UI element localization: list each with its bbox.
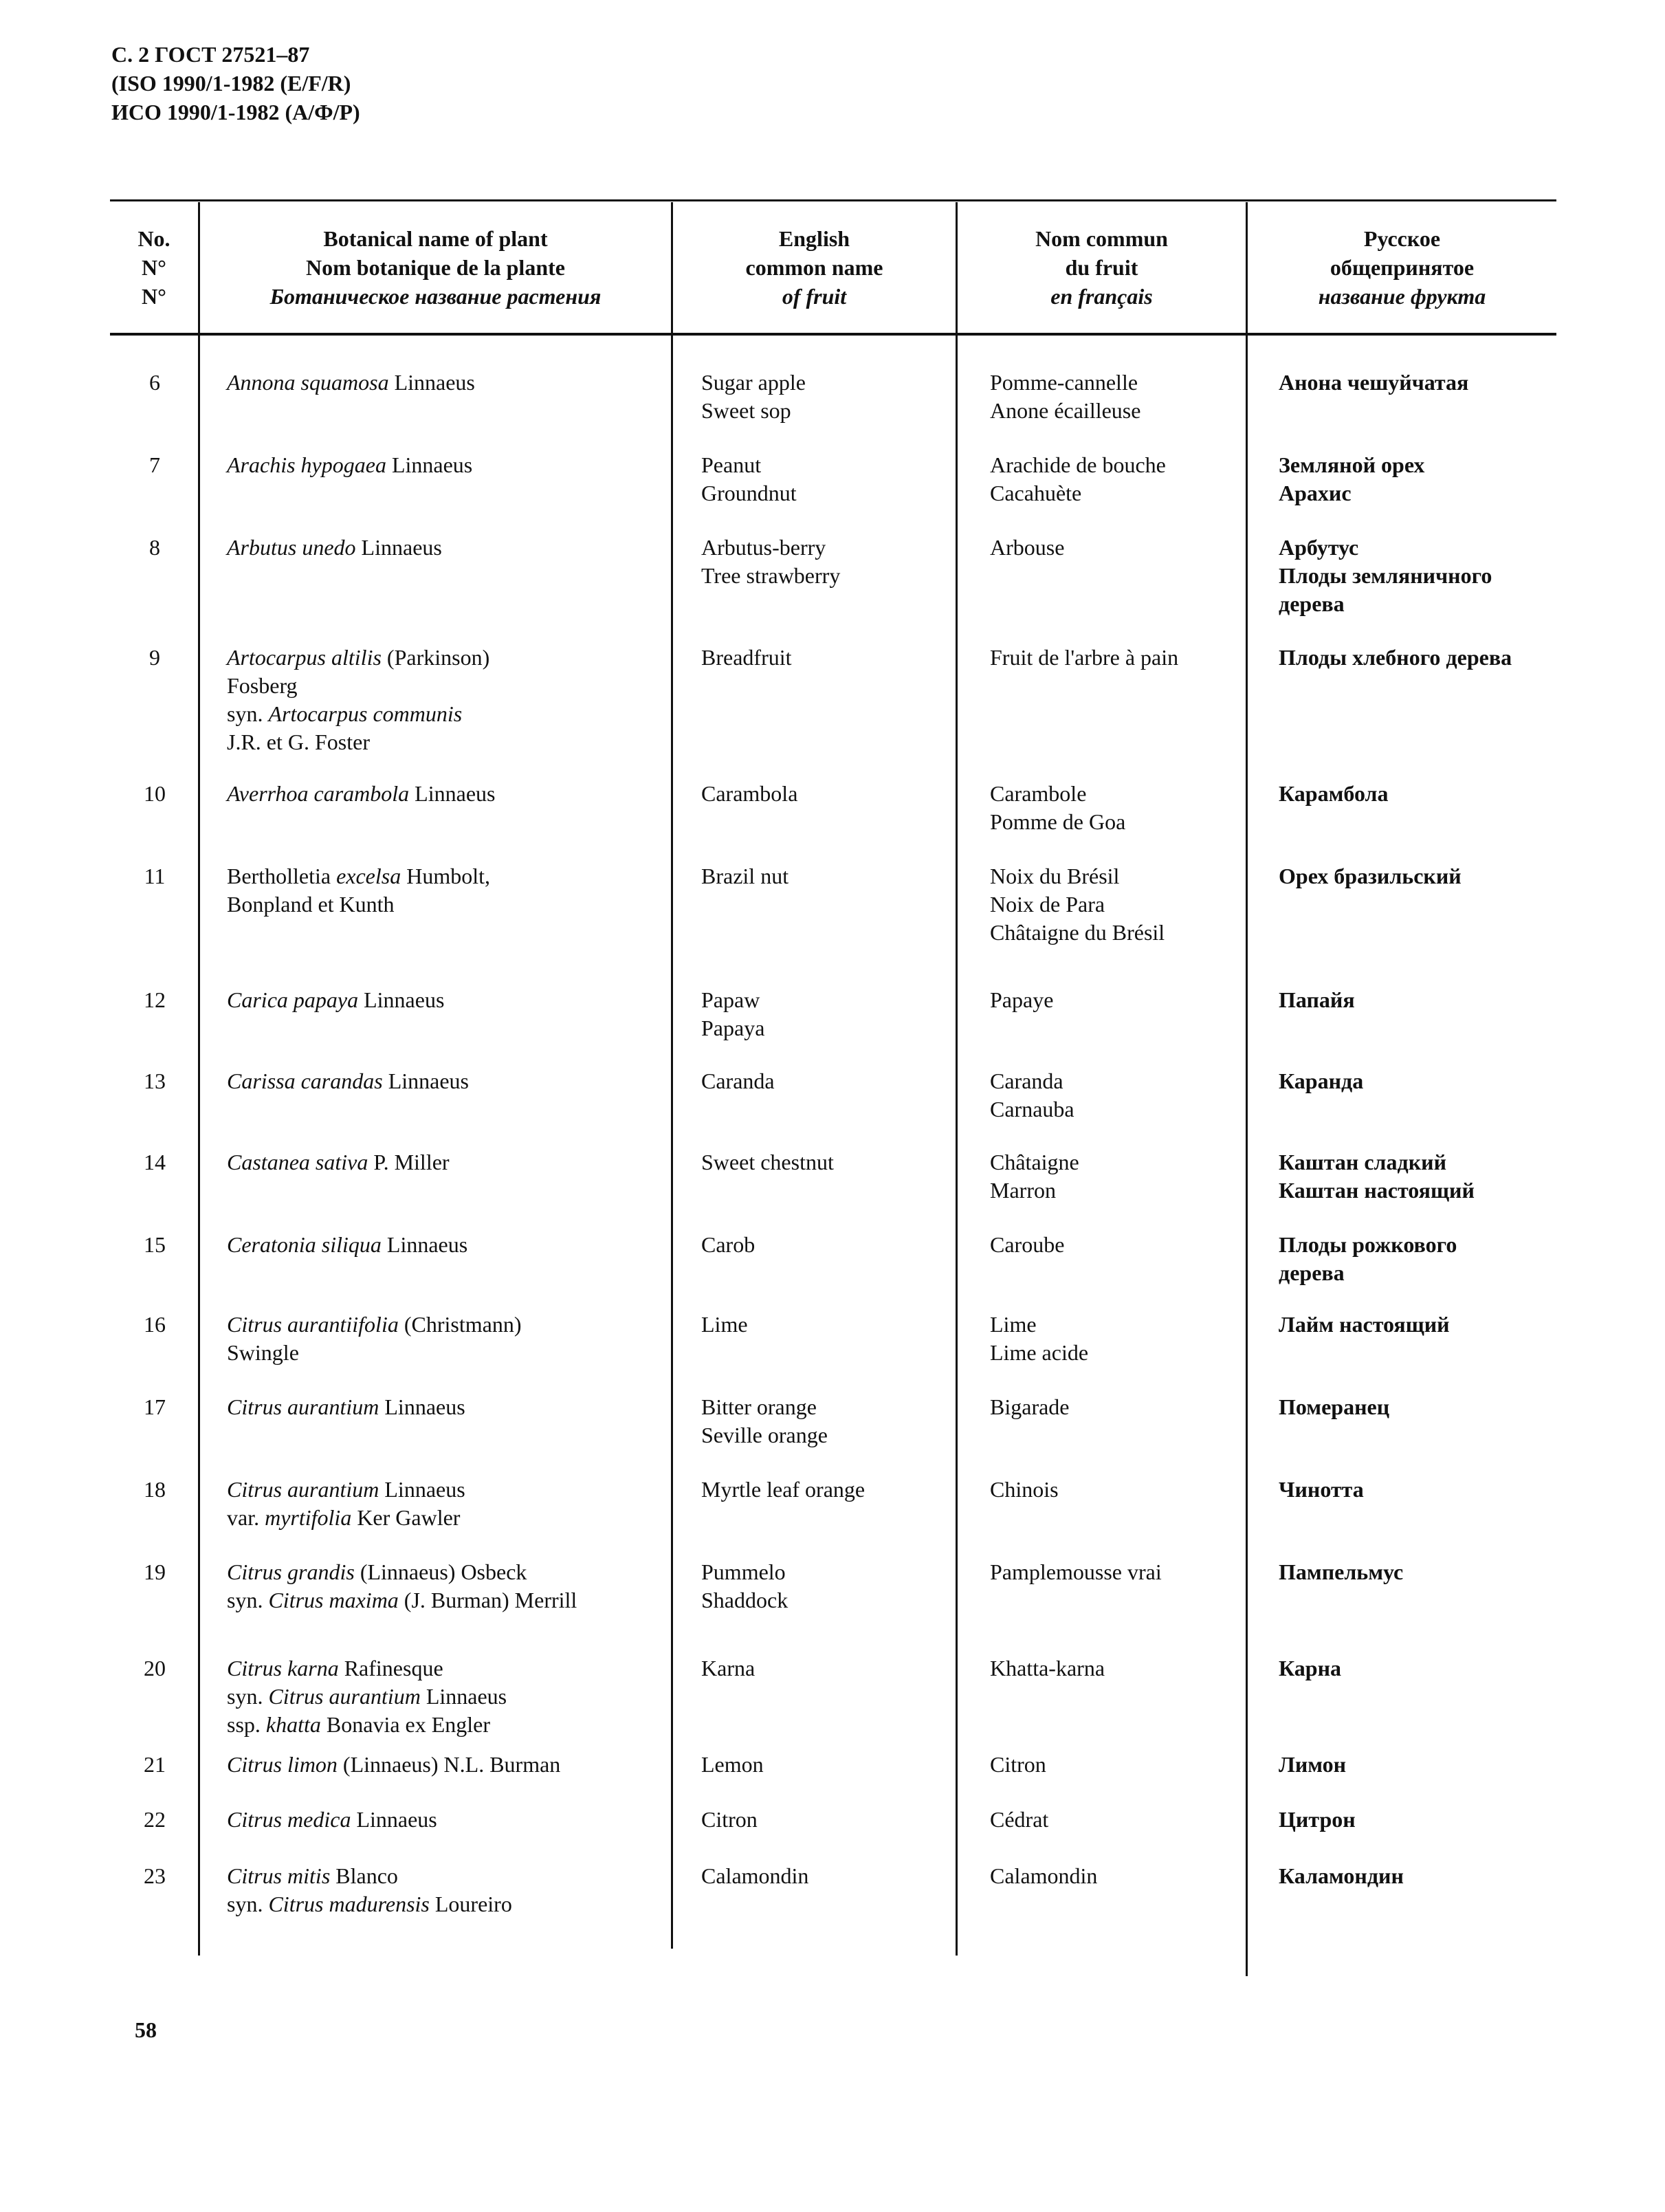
french-name-line: Carnauba: [990, 1097, 1074, 1121]
french-name-line: Caranda: [990, 1069, 1063, 1093]
name-text: Rafinesque: [338, 1656, 443, 1680]
russian-name-line: Плоды земляничного: [1279, 563, 1492, 588]
row-number: 17: [144, 1394, 166, 1419]
row-number: 16: [144, 1312, 166, 1337]
english-name: [701, 1393, 828, 1449]
french-name: [990, 1393, 1070, 1421]
name-text: Swingle: [227, 1340, 299, 1365]
botanical-name: [227, 1311, 521, 1367]
latin-name: Citrus maxima: [268, 1588, 399, 1612]
english-name: [701, 644, 792, 672]
english-name-line: Breadfruit: [701, 645, 792, 670]
english-name: [701, 1311, 748, 1339]
latin-name: Annona squamosa: [227, 370, 389, 395]
botanical-name: [227, 534, 442, 562]
russian-name: [1279, 1067, 1363, 1095]
botanical-name-line: [227, 700, 489, 728]
header-line-2: (ISO 1990/1-1982 (E/F/R): [111, 71, 351, 96]
row-number: 10: [144, 781, 166, 806]
header-english: English common name of fruit: [745, 226, 883, 309]
latin-name: Citrus aurantium: [227, 1477, 379, 1502]
english-name: [701, 1558, 788, 1614]
russian-name-line: Орех бразильский: [1279, 864, 1462, 888]
french-name: [990, 1311, 1088, 1367]
name-text: Linnaeus: [358, 987, 445, 1012]
english-name-line: Arbutus-berry: [701, 535, 826, 560]
russian-name-line: Арахис: [1279, 481, 1352, 505]
row-number: 18: [144, 1477, 166, 1502]
english-name-line: Citron: [701, 1807, 758, 1832]
latin-name: Citrus madurensis: [268, 1892, 430, 1916]
botanical-name-line: [227, 1711, 507, 1739]
english-name: [701, 862, 789, 890]
russian-name: [1279, 1393, 1389, 1421]
russian-name-line: Померанец: [1279, 1394, 1390, 1419]
latin-name: Averrhoa carambola: [227, 781, 410, 806]
french-name-line: Chinois: [990, 1477, 1059, 1502]
name-text: Linnaeus: [379, 1477, 465, 1502]
botanical-name-line: [227, 1476, 465, 1504]
russian-name: [1279, 534, 1492, 618]
botanical-name: [227, 1231, 467, 1259]
latin-name: khatta: [265, 1712, 321, 1737]
botanical-name: [227, 1393, 465, 1421]
botanical-name: [227, 780, 495, 808]
botanical-name-line: [227, 890, 490, 919]
botanical-name-line: [227, 1558, 577, 1586]
row-number: 15: [144, 1232, 166, 1257]
botanical-name: [227, 1862, 512, 1918]
russian-name-line: Пампельмус: [1279, 1559, 1404, 1584]
french-name-line: Pomme de Goa: [990, 809, 1126, 834]
russian-name-line: Арбутус: [1279, 535, 1359, 560]
row-number: 8: [149, 535, 160, 560]
name-text: (J. Burman) Merrill: [398, 1588, 577, 1612]
russian-name: [1279, 1806, 1356, 1834]
name-text: Linnaeus: [382, 1069, 469, 1093]
botanical-name: [227, 451, 472, 479]
russian-name-line: Анона чешуйчатая: [1279, 370, 1469, 395]
russian-name: [1279, 1558, 1403, 1586]
russian-name-line: Лимон: [1279, 1752, 1347, 1777]
name-text: (Linnaeus) Osbeck: [354, 1559, 527, 1584]
french-name-line: Noix du Brésil: [990, 864, 1120, 888]
french-name: [990, 780, 1125, 836]
french-name: [990, 1862, 1097, 1890]
table-top-rule: [110, 199, 1556, 201]
english-name-line: Peanut: [701, 452, 762, 477]
name-text: Linnaeus: [351, 1807, 437, 1832]
english-name: [701, 1862, 808, 1890]
russian-name: [1279, 451, 1424, 507]
english-name: [701, 451, 797, 507]
name-text: Ker Gawler: [351, 1505, 461, 1530]
name-text: (Parkinson): [381, 645, 490, 670]
name-text: Fosberg: [227, 673, 298, 698]
latin-name: Carica papaya: [227, 987, 359, 1012]
latin-name: Castanea sativa: [227, 1150, 368, 1174]
french-name: [990, 1067, 1074, 1124]
botanical-name: [227, 369, 475, 397]
russian-name: [1279, 1862, 1404, 1890]
row-number: 11: [144, 864, 166, 888]
botanical-name: [227, 1806, 437, 1834]
french-name-line: Bigarade: [990, 1394, 1070, 1419]
header-russian: Русское общепринятое название фрукта: [1318, 226, 1486, 309]
russian-name: [1279, 780, 1388, 808]
english-name: [701, 1476, 865, 1504]
english-name: [701, 1148, 834, 1176]
name-text: Linnaeus: [420, 1684, 507, 1709]
russian-name: [1279, 986, 1355, 1014]
header-french: Nom commun du fruit en français: [1035, 226, 1168, 309]
english-name: [701, 1067, 775, 1095]
french-name-line: Marron: [990, 1178, 1056, 1203]
french-name-line: Citron: [990, 1752, 1046, 1777]
name-text: ssp.: [227, 1712, 266, 1737]
latin-name: Arachis hypogaea: [227, 452, 386, 477]
english-name-line: Caranda: [701, 1069, 775, 1093]
french-name: [990, 1806, 1048, 1834]
botanical-name: [227, 1148, 450, 1176]
russian-name-line: Цитрон: [1279, 1807, 1356, 1832]
russian-name-line: Земляной орех: [1279, 452, 1425, 477]
page-header: [111, 40, 360, 127]
header-line-3: ИСО 1990/1-1982 (А/Ф/Р): [111, 100, 360, 124]
latin-name: excelsa: [336, 864, 401, 888]
english-name-line: Lemon: [701, 1752, 764, 1777]
english-name: [701, 1654, 755, 1683]
russian-name-line: Каштан настоящий: [1279, 1178, 1475, 1203]
row-number: 12: [144, 987, 166, 1012]
column-divider: [1246, 202, 1248, 1976]
name-text: Humbolt,: [401, 864, 490, 888]
name-text: (Linnaeus) N.L. Burman: [337, 1752, 561, 1777]
french-name-line: Lime acide: [990, 1340, 1089, 1365]
english-name-line: Seville orange: [701, 1423, 828, 1447]
russian-name: [1279, 369, 1468, 397]
botanical-name-line: [227, 1339, 521, 1367]
botanical-name: [227, 1751, 560, 1779]
botanical-name: [227, 644, 489, 756]
name-text: syn.: [227, 1892, 269, 1916]
name-text: Linnaeus: [379, 1394, 465, 1419]
french-name-line: Caroube: [990, 1232, 1065, 1257]
name-text: Linnaeus: [388, 370, 475, 395]
botanical-name: [227, 1558, 577, 1614]
latin-name: Citrus mitis: [227, 1863, 331, 1888]
english-name: [701, 1231, 755, 1259]
table-header-rule: [110, 333, 1556, 336]
russian-name-line: дерева: [1279, 1260, 1345, 1285]
french-name: [990, 1476, 1059, 1504]
french-name: [990, 1231, 1064, 1259]
botanical-name-line: [227, 1586, 577, 1614]
french-name: [990, 1654, 1105, 1683]
latin-name: Citrus aurantium: [268, 1684, 421, 1709]
botanical-name-line: [227, 1890, 512, 1918]
french-name: [990, 986, 1053, 1014]
row-number: 20: [144, 1656, 166, 1680]
name-text: Bonavia ex Engler: [320, 1712, 491, 1737]
french-name: [990, 644, 1178, 672]
russian-name-line: дерева: [1279, 591, 1345, 616]
name-text: Linnaeus: [355, 535, 442, 560]
english-name-line: Karna: [701, 1656, 756, 1680]
botanical-name-line: [227, 1393, 465, 1421]
botanical-name-line: [227, 780, 495, 808]
row-number: 6: [149, 370, 160, 395]
english-name-line: Shaddock: [701, 1588, 789, 1612]
name-text: (Christmann): [398, 1312, 522, 1337]
botanical-name-line: [227, 1683, 507, 1711]
russian-name-line: Лайм настоящий: [1279, 1312, 1450, 1337]
row-number: 14: [144, 1150, 166, 1174]
english-name-line: Calamondin: [701, 1863, 809, 1888]
header-botanical: Botanical name of plant Nom botanique de la plante Ботаническое название растения: [269, 226, 602, 309]
french-name: [990, 1751, 1046, 1779]
french-name: [990, 1558, 1162, 1586]
botanical-name-line: [227, 534, 442, 562]
row-number: 21: [144, 1752, 166, 1777]
russian-name-line: Карамбола: [1279, 781, 1389, 806]
name-text: syn.: [227, 1684, 269, 1709]
russian-name-line: Карна: [1279, 1656, 1342, 1680]
russian-name: [1279, 862, 1462, 890]
russian-name-line: Плоды хлебного дерева: [1279, 645, 1512, 670]
name-text: var.: [227, 1505, 265, 1530]
latin-name: Artocarpus communis: [268, 701, 463, 726]
english-name: [701, 369, 806, 425]
name-text: Bonpland et Kunth: [227, 892, 395, 917]
row-number: 13: [144, 1069, 166, 1093]
russian-name: [1279, 1311, 1450, 1339]
latin-name: Citrus karna: [227, 1656, 339, 1680]
name-text: syn.: [227, 701, 269, 726]
latin-name: Citrus aurantiifolia: [227, 1312, 399, 1337]
latin-name: myrtifolia: [265, 1505, 352, 1530]
page-number: 58: [135, 2017, 157, 2042]
french-name-line: Pomme-cannelle: [990, 370, 1138, 395]
column-divider: [956, 202, 958, 1956]
english-name-line: Sweet sop: [701, 398, 791, 423]
russian-name: [1279, 1751, 1346, 1779]
botanical-name: [227, 986, 444, 1014]
row-number: 19: [144, 1559, 166, 1584]
header-no: No. N° N°: [137, 226, 170, 309]
botanical-name-line: [227, 1806, 437, 1834]
botanical-name: [227, 1654, 507, 1739]
french-name-line: Lime: [990, 1312, 1037, 1337]
russian-name: [1279, 1654, 1341, 1683]
english-name-line: Myrtle leaf orange: [701, 1477, 865, 1502]
french-name-line: Papaye: [990, 987, 1054, 1012]
name-text: Linnaeus: [381, 1232, 468, 1257]
latin-name: Citrus grandis: [227, 1559, 355, 1584]
russian-name-line: Чинотта: [1279, 1477, 1364, 1502]
name-text: Linnaeus: [409, 781, 496, 806]
french-name-line: Châtaigne: [990, 1150, 1079, 1174]
name-text: Linnaeus: [386, 452, 473, 477]
french-name: [990, 862, 1165, 947]
french-name-line: Châtaigne du Brésil: [990, 920, 1165, 945]
french-name-line: Anone écailleuse: [990, 398, 1141, 423]
latin-name: Carissa carandas: [227, 1069, 383, 1093]
botanical-name: [227, 1476, 465, 1532]
english-name: [701, 986, 764, 1042]
french-name-line: Arachide de bouche: [990, 452, 1166, 477]
french-name-line: Cacahuète: [990, 481, 1082, 505]
russian-name: [1279, 1476, 1364, 1504]
russian-name-line: Плоды рожкового: [1279, 1232, 1457, 1257]
latin-name: Citrus aurantium: [227, 1394, 379, 1419]
botanical-name-line: [227, 672, 489, 700]
english-name-line: Pummelo: [701, 1559, 786, 1584]
english-name-line: Groundnut: [701, 481, 797, 505]
french-name-line: Carambole: [990, 781, 1087, 806]
row-number: 22: [144, 1807, 166, 1832]
russian-name-line: Каштан сладкий: [1279, 1150, 1446, 1174]
french-name-line: Pamplemousse vrai: [990, 1559, 1162, 1584]
english-name-line: Lime: [701, 1312, 748, 1337]
french-name: [990, 451, 1166, 507]
name-text: Bertholletia: [227, 864, 337, 888]
russian-name-line: Папайя: [1279, 987, 1355, 1012]
english-name-line: Papaya: [701, 1016, 765, 1040]
fruit-names-table: [110, 199, 1556, 1975]
russian-name: [1279, 1148, 1475, 1205]
botanical-name-line: [227, 369, 475, 397]
botanical-name-line: [227, 1654, 507, 1683]
latin-name: Citrus medica: [227, 1807, 351, 1832]
row-number: 9: [149, 645, 160, 670]
french-name-line: Khatta-karna: [990, 1656, 1105, 1680]
botanical-name-line: [227, 1751, 560, 1779]
botanical-name-line: [227, 1311, 521, 1339]
botanical-name-line: [227, 1862, 512, 1890]
french-name-line: Calamondin: [990, 1863, 1098, 1888]
botanical-name-line: [227, 1148, 450, 1176]
english-name: [701, 780, 797, 808]
french-name: [990, 369, 1140, 425]
french-name-line: Fruit de l'arbre à pain: [990, 645, 1179, 670]
english-name-line: Papaw: [701, 987, 760, 1012]
french-name-line: Cédrat: [990, 1807, 1049, 1832]
latin-name: Arbutus unedo: [227, 535, 356, 560]
name-text: Loureiro: [429, 1892, 512, 1916]
french-name-line: Arbouse: [990, 535, 1065, 560]
french-name-line: Noix de Para: [990, 892, 1105, 917]
french-name: [990, 1148, 1079, 1205]
english-name: [701, 1751, 764, 1779]
row-number: 7: [149, 452, 160, 477]
botanical-name-line: [227, 986, 444, 1014]
russian-name: [1279, 644, 1512, 672]
column-divider: [671, 202, 673, 1949]
botanical-name-line: [227, 1504, 465, 1532]
botanical-name: [227, 862, 490, 919]
english-name-line: Bitter orange: [701, 1394, 817, 1419]
botanical-name-line: [227, 862, 490, 890]
english-name-line: Sweet chestnut: [701, 1150, 834, 1174]
botanical-name-line: [227, 451, 472, 479]
russian-name-line: Каранда: [1279, 1069, 1364, 1093]
latin-name: Ceratonia siliqua: [227, 1232, 382, 1257]
botanical-name-line: [227, 728, 489, 756]
name-text: P. Miller: [368, 1150, 450, 1174]
english-name-line: Sugar apple: [701, 370, 806, 395]
name-text: J.R. et G. Foster: [227, 730, 370, 754]
botanical-name-line: [227, 1067, 469, 1095]
french-name: [990, 534, 1064, 562]
botanical-name-line: [227, 644, 489, 672]
row-number: 23: [144, 1863, 166, 1888]
russian-name: [1279, 1231, 1457, 1287]
latin-name: Citrus limon: [227, 1752, 338, 1777]
botanical-name: [227, 1067, 469, 1095]
english-name-line: Tree strawberry: [701, 563, 841, 588]
english-name: [701, 534, 840, 590]
latin-name: Artocarpus altilis: [227, 645, 382, 670]
name-text: syn.: [227, 1588, 269, 1612]
header-line-1: С. 2 ГОСТ 27521–87: [111, 42, 310, 67]
english-name: [701, 1806, 758, 1834]
russian-name-line: Каламондин: [1279, 1863, 1404, 1888]
botanical-name-line: [227, 1231, 467, 1259]
english-name-line: Carob: [701, 1232, 756, 1257]
name-text: Blanco: [330, 1863, 398, 1888]
english-name-line: Brazil nut: [701, 864, 789, 888]
english-name-line: Carambola: [701, 781, 798, 806]
